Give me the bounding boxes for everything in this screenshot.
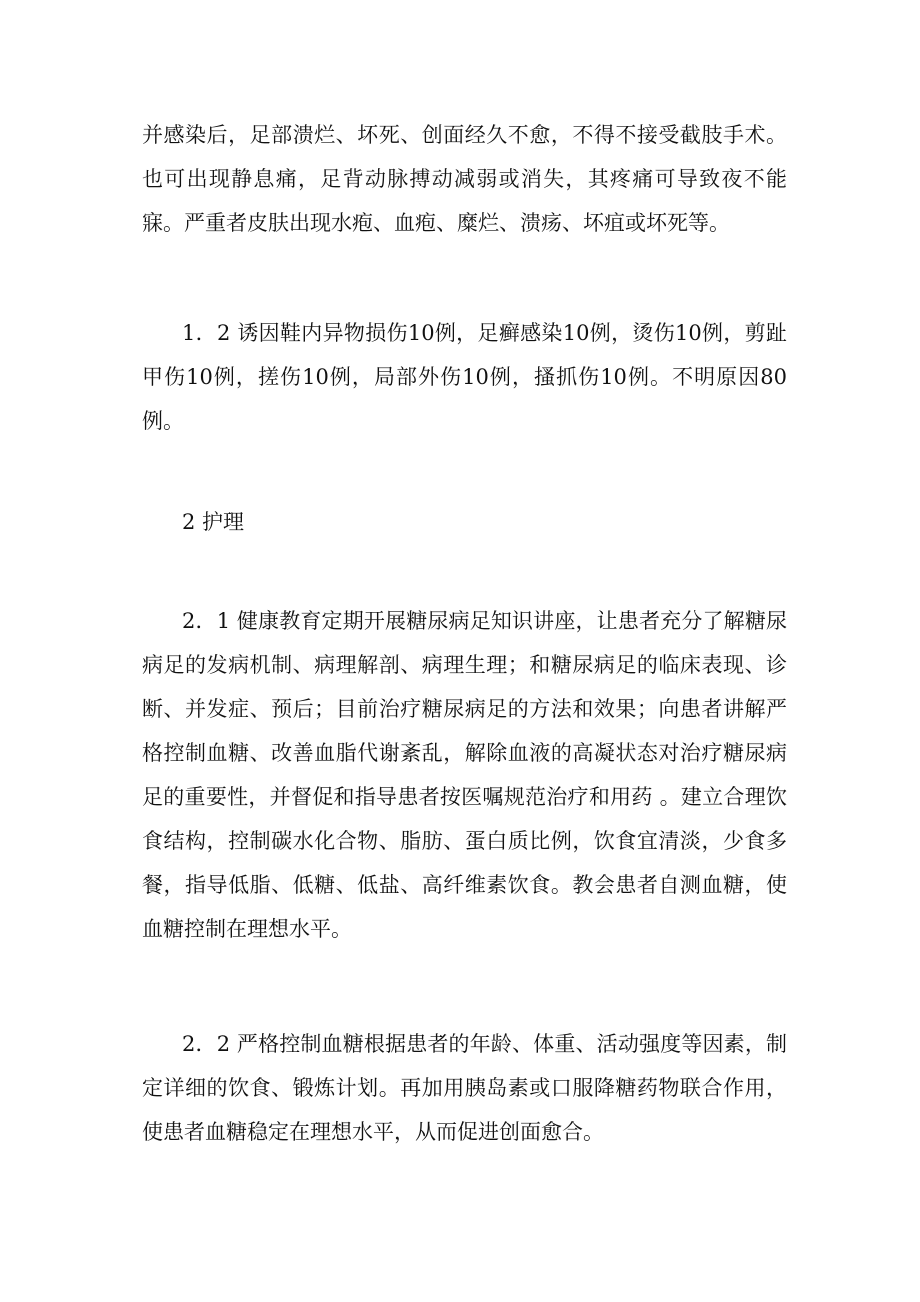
paragraph-2-1-health-education: 2．1 健康教育定期开展糖尿病足知识讲座，让患者充分了解糖尿病足的发病机制、病理解剖、病理生理；和糖尿病足的临床表现、诊断、并发症、预后；目前治疗糖尿病足的方法和效果；向患者讲解严格控制血糖、改善血脂代谢紊乱，解除血液的高凝状态对治疗糖尿病足的重要性，并督促和指导患者按医嘱规范治疗和用药 。建立合理饮食结构，控制碳水化合物、脂肪、蛋白质比例，饮食宜清淡，少食多餐，指导低脂、低糖、低盐、高纤维素饮食。教会患者自测血糖，使血糖控制在理想水平。 <box>142 609 787 941</box>
section-heading-nursing: 2 护理 <box>182 510 245 534</box>
paragraph-2-2-blood-glucose-control: 2．2 严格控制血糖根据患者的年龄、体重、活动强度等因素，制定详细的饮食、锻炼计划。再加用胰岛素或口服降糖药物联合作用，使患者血糖稳定在理想水平，从而促进创面愈合。 <box>142 1032 787 1144</box>
paragraph-1-2-causes: 1．2 诱因鞋内异物损伤10例，足癣感染10例，烫伤10例，剪趾甲伤10例，搓伤10例，局部外伤10例，搔抓伤10例。不明原因80例。 <box>142 321 787 433</box>
paragraph-infection-symptoms: 并感染后，足部溃烂、坏死、创面经久不愈，不得不接受截肢手术。也可出现静息痛，足背动脉搏动减弱或消失，其疼痛可导致夜不能寐。严重者皮肤出现水疱、血疱、糜烂、溃疡、坏疽或坏死等。 <box>142 123 787 235</box>
